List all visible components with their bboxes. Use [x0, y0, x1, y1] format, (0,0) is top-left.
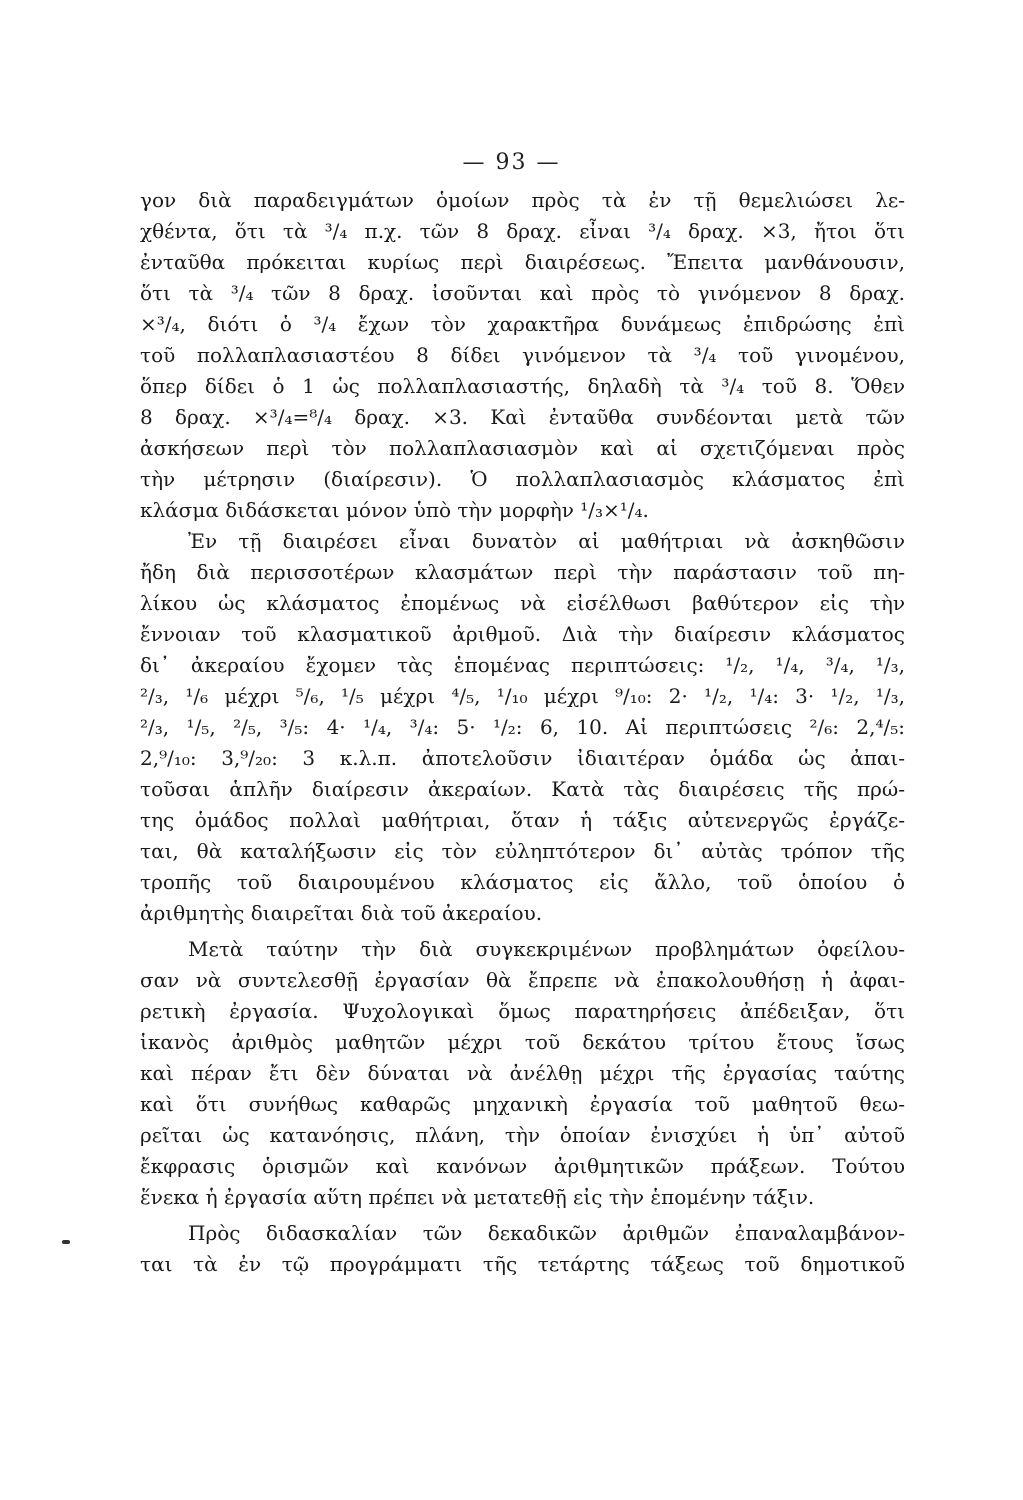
text-line: σαν νὰ συντελεσθῇ ἐργασίαν θὰ ἔπρεπε νὰ ἐπακολουθήσῃ ἡ ἀφαι- [140, 968, 905, 992]
text-line: ἀριθμητὴς διαιρεῖται διὰ τοῦ ἀκεραίου. [140, 901, 543, 925]
text-line: τὴν μέτρησιν (διαίρεσιν). Ὁ πολλαπλασιασμὸς κλάσματος ἐπὶ [140, 467, 905, 491]
body-text [140, 185, 905, 1280]
text-line: ρετικὴ ἐργασία. Ψυχολογικαὶ ὅμως παρατηρήσεις ἀπέδειξαν, ὅτι [140, 999, 905, 1023]
text-line: Πρὸς διδασκαλίαν τῶν δεκαδικῶν ἀριθμῶν ἐπαναλαμβάνον- [188, 1221, 905, 1245]
text-line: ἕνεκα ἡ ἐργασία αὕτη πρέπει νὰ μετατεθῇ εἰς τὴν ἑπομένην τάξιν. [140, 1185, 815, 1209]
text-line: ρεῖται ὡς κατανόησις, πλάνη, τὴν ὁποίαν ἐνισχύει ἡ ὑπ᾽ αὐτοῦ [140, 1123, 905, 1147]
text-line: τροπῆς τοῦ διαιρουμένου κλάσματος εἰς ἄλλο, τοῦ ὁποίου ὁ [140, 870, 905, 894]
paragraph-3 [140, 934, 905, 1213]
text-line: ²/₃, ¹/₅, ²/₅, ³/₅: 4· ¹/₄, ³/₄: 5· ¹/₂: 6, 10. Αἱ περιπτώσεις ²/₆: 2,⁴/₅: [140, 715, 905, 739]
text-line: ἐνταῦθα πρόκειται κυρίως περὶ διαιρέσεως. Ἔπειτα μανθάνουσιν, [140, 250, 905, 274]
text-line: δι᾽ ἀκεραίου ἔχομεν τὰς ἑπομένας περιπτώσεις: ¹/₂, ¹/₄, ³/₄, ¹/₃, [140, 653, 905, 677]
paragraph-1 [140, 185, 905, 526]
text-line: καὶ πέραν ἔτι δὲν δύναται νὰ ἀνέλθῃ μέχρι τῆς ἐργασίας ταύτης [140, 1061, 905, 1085]
text-line: τοῦ πολλαπλασιαστέου 8 δίδει γινόμενον τὰ ³/₄ τοῦ γινομένου, [140, 343, 905, 367]
text-line: ται τὰ ἐν τῷ προγράμματι τῆς τετάρτης τάξεως τοῦ δημοτικοῦ [140, 1252, 905, 1276]
text-line: ἱκανὸς ἀριθμὸς μαθητῶν μέχρι τοῦ δεκάτου τρίτου ἔτους ἴσως [140, 1030, 905, 1054]
text-line: καὶ ὅτι συνήθως καθαρῶς μηχανικὴ ἐργασία τοῦ μαθητοῦ θεω- [140, 1092, 905, 1116]
text-line: της ὁμάδος πολλαὶ μαθήτριαι, ὅταν ἡ τάξις αὐτενεργῶς ἐργάζε- [140, 808, 905, 832]
text-line: κλάσμα διδάσκεται μόνον ὑπὸ τὴν μορφὴν ¹/₃×¹/₄. [140, 498, 649, 522]
text-line: ἔννοιαν τοῦ κλασματικοῦ ἀριθμοῦ. Διὰ τὴν διαίρεσιν κλάσματος [140, 622, 905, 646]
text-line: λίκου ὡς κλάσματος ἐπομένως νὰ εἰσέλθωσι βαθύτερον εἰς τὴν [140, 591, 905, 615]
text-line: Ἐν τῇ διαιρέσει εἶναι δυνατὸν αἱ μαθήτριαι νὰ ἀσκηθῶσιν [188, 529, 905, 553]
text-line: ὅπερ δίδει ὁ 1 ὡς πολλαπλασιαστής, δηλαδὴ τὰ ³/₄ τοῦ 8. Ὅθεν [140, 374, 905, 398]
text-line: ἔκφρασις ὁρισμῶν καὶ κανόνων ἀριθμητικῶν πράξεων. Τούτου [140, 1154, 905, 1178]
text-line: ται, θὰ καταλήξωσιν εἰς τὸν εὐληπτότερον δι᾽ αὐτὰς τρόπον τῆς [140, 839, 905, 863]
text-line: Μετὰ ταύτην τὴν διὰ συγκεκριμένων προβλημάτων ὀφείλου- [188, 937, 905, 961]
page-number: — 93 — [462, 150, 561, 175]
text-line: ἤδη διὰ περισσοτέρων κλασμάτων περὶ τὴν παράστασιν τοῦ πη- [140, 560, 905, 584]
text-line: 2,⁹/₁₀: 3,⁹/₂₀: 3 κ.λ.π. ἀποτελοῦσιν ἰδιαιτέραν ὁμάδα ὡς ἀπαι- [140, 746, 905, 770]
text-line: γον διὰ παραδειγμάτων ὁμοίων πρὸς τὰ ἐν τῇ θεμελιώσει λε- [140, 188, 905, 212]
text-line: τοῦσαι ἁπλῆν διαίρεσιν ἀκεραίων. Κατὰ τὰς διαιρέσεις τῆς πρώ- [140, 777, 905, 801]
margin-mark [62, 1240, 70, 1244]
text-line: ὅτι τὰ ³/₄ τῶν 8 δραχ. ἰσοῦνται καὶ πρὸς τὸ γινόμενον 8 δραχ. [140, 281, 905, 305]
text-line: 8 δραχ. ×³/₄=⁸/₄ δραχ. ×3. Καὶ ἐνταῦθα συνδέονται μετὰ τῶν [140, 405, 905, 429]
text-line: ²/₃, ¹/₆ μέχρι ⁵/₆, ¹/₅ μέχρι ⁴/₅, ¹/₁₀ μέχρι ⁹/₁₀: 2· ¹/₂, ¹/₄: 3· ¹/₂, ¹/₃, [140, 684, 905, 708]
text-line: ἀσκήσεων περὶ τὸν πολλαπλασιασμὸν καὶ αἱ σχετιζόμεναι πρὸς [140, 436, 905, 460]
paragraph-2 [140, 526, 905, 929]
text-line: χθέντα, ὅτι τὰ ³/₄ π.χ. τῶν 8 δραχ. εἶναι ³/₄ δραχ. ×3, ἤτοι ὅτι [140, 219, 905, 243]
text-line: ×³/₄, διότι ὁ ³/₄ ἔχων τὸν χαρακτῆρα δυνάμεως ἐπιδρώσης ἐπὶ [140, 312, 905, 336]
paragraph-4 [140, 1218, 905, 1280]
